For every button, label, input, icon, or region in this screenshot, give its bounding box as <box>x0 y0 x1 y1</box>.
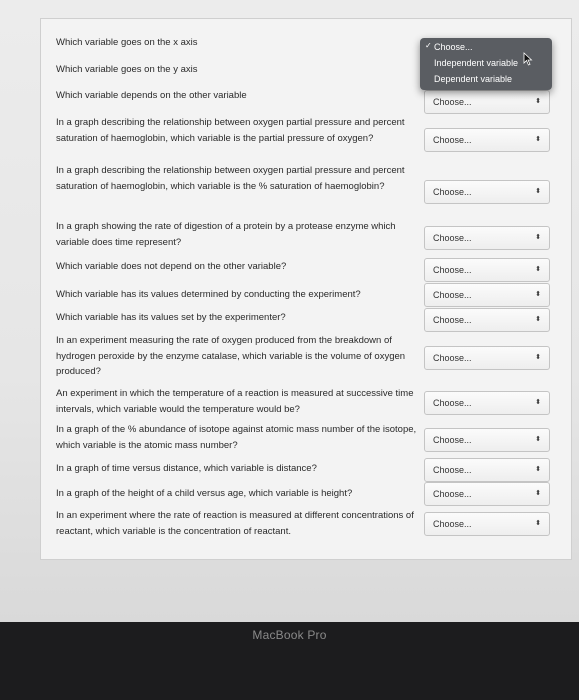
select-value: Choose... <box>433 315 472 325</box>
answer-select-5[interactable] <box>424 180 550 204</box>
select-arrow-icon: ⬍ <box>535 136 541 143</box>
select-arrow-icon: ⬍ <box>535 520 541 527</box>
select-arrow-icon: ⬍ <box>535 466 541 473</box>
answer-select-10[interactable] <box>424 346 550 370</box>
checkmark-icon: ✓ <box>425 41 432 50</box>
answer-select-8[interactable] <box>424 283 550 307</box>
select-value: Choose... <box>433 489 472 499</box>
question-3: Which variable depends on the other variable <box>56 90 247 101</box>
dropdown-option-choose[interactable]: Choose... <box>434 42 473 52</box>
select-value: Choose... <box>433 398 472 408</box>
answer-select-13[interactable] <box>424 458 550 482</box>
select-arrow-icon: ⬍ <box>535 399 541 406</box>
question-4: In a graph describing the relationship between oxygen partial pressure and percent saturation of haemoglobin, which variable is the partial pressure of oxygen? <box>56 117 405 144</box>
select-arrow-icon: ⬍ <box>535 188 541 195</box>
select-arrow-icon: ⬍ <box>535 234 541 241</box>
question-6: In a graph showing the rate of digestion of a protein by a protease enzyme which variable does time represent? <box>56 221 396 248</box>
select-value: Choose... <box>433 265 472 275</box>
question-11: An experiment in which the temperature of a reaction is measured at successive time intervals, which variable would the temperature would be? <box>56 388 414 415</box>
dropdown-option-dependent[interactable]: Dependent variable <box>434 74 513 84</box>
answer-select-15[interactable] <box>424 512 550 536</box>
question-15: In an experiment where the rate of reaction is measured at different concentrations of reactant, which variable is the concentration of reactant. <box>56 510 414 537</box>
question-13: In a graph of time versus distance, which variable is distance? <box>56 463 317 474</box>
select-arrow-icon: ⬍ <box>535 98 541 105</box>
question-5: In a graph describing the relationship between oxygen partial pressure and percent saturation of haemoglobin, which variable is the % saturation of haemoglobin? <box>56 165 405 192</box>
dropdown-option-independent[interactable]: Independent variable <box>434 58 519 68</box>
select-arrow-icon: ⬍ <box>535 316 541 323</box>
select-value: Choose... <box>433 465 472 475</box>
answer-select-6[interactable] <box>424 226 550 250</box>
select-arrow-icon: ⬍ <box>535 266 541 273</box>
answer-select-12[interactable] <box>424 428 550 452</box>
question-12: In a graph of the % abundance of isotope against atomic mass number of the isotope, which variable is the atomic mass number? <box>56 424 417 451</box>
select-value: Choose... <box>433 135 472 145</box>
select-value: Choose... <box>433 435 472 445</box>
select-value: Choose... <box>433 187 472 197</box>
mouse-cursor-icon <box>523 52 533 66</box>
select-value: Choose... <box>433 519 472 529</box>
select-value: Choose... <box>433 233 472 243</box>
answer-select-11[interactable] <box>424 391 550 415</box>
question-9: Which variable has its values set by the experimenter? <box>56 312 286 323</box>
question-2: Which variable goes on the y axis <box>56 64 198 75</box>
select-arrow-icon: ⬍ <box>535 291 541 298</box>
answer-select-9[interactable] <box>424 308 550 332</box>
answer-select-7[interactable] <box>424 258 550 282</box>
question-8: Which variable has its values determined by conducting the experiment? <box>56 289 361 300</box>
question-1: Which variable goes on the x axis <box>56 37 198 48</box>
bezel-label: MacBook Pro <box>252 628 327 642</box>
select-value: Choose... <box>433 353 472 363</box>
select-value: Choose... <box>433 290 472 300</box>
select-value: Choose... <box>433 97 472 107</box>
select-arrow-icon: ⬍ <box>535 354 541 361</box>
answer-select-14[interactable] <box>424 482 550 506</box>
answer-select-3[interactable] <box>424 90 550 114</box>
question-7: Which variable does not depend on the other variable? <box>56 261 287 272</box>
select-arrow-icon: ⬍ <box>535 490 541 497</box>
select-arrow-icon: ⬍ <box>535 436 541 443</box>
question-10: In an experiment measuring the rate of oxygen produced from the breakdown of hydrogen peroxide by the enzyme catalase, which variable is the volume of oxygen produced? <box>56 335 406 377</box>
question-14: In a graph of the height of a child versus age, which variable is height? <box>56 488 353 499</box>
answer-select-4[interactable] <box>424 128 550 152</box>
